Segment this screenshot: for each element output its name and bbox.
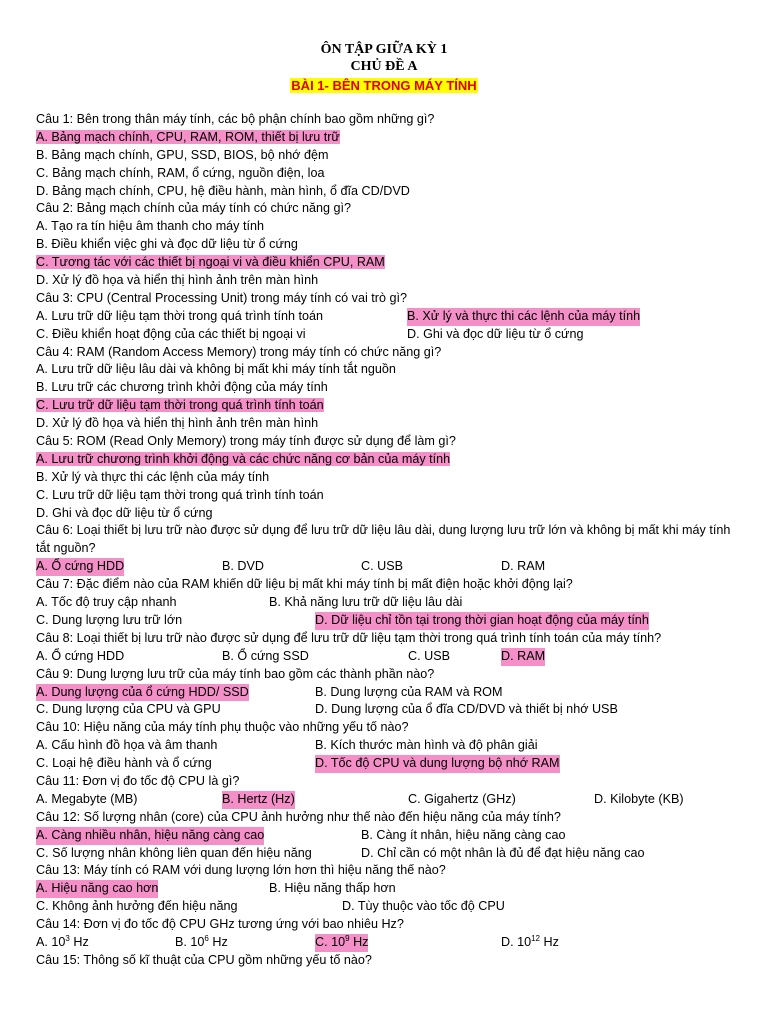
q9-answer-highlight: A. Dung lượng của ổ cứng HDD/ SSD xyxy=(36,684,249,702)
q4-option-b: B. Lưu trữ các chương trình khởi động của máy tính xyxy=(36,380,328,395)
q6-row xyxy=(36,558,736,576)
q9-row-2 xyxy=(36,701,736,719)
q3-option-d: D. Ghi và đọc dữ liệu từ ổ cứng xyxy=(407,326,584,341)
question-15: Câu 15: Thông số kĩ thuật của CPU gồm những yếu tố nào? xyxy=(36,952,372,967)
q10-option-b: B. Kích thước màn hình và độ phân giải xyxy=(315,738,538,753)
q4-option-a: A. Lưu trữ dữ liệu lâu dài và không bị mất khi máy tính tắt nguồn xyxy=(36,362,396,377)
q10-option-c: C. Loại hệ điều hành và ổ cứng xyxy=(36,756,212,771)
q12-row-1 xyxy=(36,827,736,845)
q2-answer-highlight: C. Tương tác với các thiết bị ngoại vi và điều khiển CPU, RAM xyxy=(36,255,385,270)
q8-option-b: B. Ổ cứng SSD xyxy=(222,648,309,663)
q5-option-c: C. Lưu trữ dữ liệu tạm thời trong quá trình tính toán xyxy=(36,487,324,502)
q11-answer-highlight: B. Hertz (Hz) xyxy=(222,791,295,809)
question-7: Câu 7: Đặc điểm nào của RAM khiến dữ liệu bị mất khi máy tính bị mất điện hoặc khởi động lại? xyxy=(36,577,573,592)
q14-row xyxy=(36,934,736,952)
question-10: Câu 10: Hiệu năng của máy tính phụ thuộc vào những yếu tố nào? xyxy=(36,720,409,735)
question-6: Câu 6: Loại thiết bị lưu trữ nào được sử dụng để lưu trữ dữ liệu lâu dài, dung lượng lưu trữ lớn và không bị mất khi máy tính tắt nguồn? xyxy=(36,523,731,556)
q10-answer-highlight: D. Tốc độ CPU và dung lượng bộ nhớ RAM xyxy=(315,755,560,773)
q2-option-a: A. Tạo ra tín hiệu âm thanh cho máy tính xyxy=(36,219,264,234)
q12-option-d: D. Chỉ cần có một nhân là đủ để đạt hiệu năng cao xyxy=(361,845,645,860)
question-2: Câu 2: Bảng mạch chính của máy tính có chức năng gì? xyxy=(36,201,352,216)
q11-option-c: C. Gigahertz (GHz) xyxy=(408,791,516,806)
q7-answer-highlight: D. Dữ liệu chỉ tồn tại trong thời gian hoạt động của máy tính xyxy=(315,612,649,630)
q5-option-d: D. Ghi và đọc dữ liệu từ ổ cứng xyxy=(36,505,213,520)
q8-option-a: A. Ổ cứng HDD xyxy=(36,648,125,663)
q5-option-b: B. Xử lý và thực thi các lệnh của máy tính xyxy=(36,469,270,484)
q4-option-d: D. Xử lý đồ họa và hiển thị hình ảnh trên màn hình xyxy=(36,416,319,431)
q6-option-d: D. RAM xyxy=(501,559,546,574)
question-9: Câu 9: Dung lượng lưu trữ của máy tính bao gồm các thành phần nào? xyxy=(36,666,435,681)
q8-answer-highlight: D. RAM xyxy=(501,648,545,666)
q2-option-b: B. Điều khiển việc ghi và đọc dữ liệu từ ổ cứng xyxy=(36,237,298,252)
q5-answer-highlight: A. Lưu trữ chương trình khởi động và các chức năng cơ bản của máy tính xyxy=(36,451,451,466)
question-14: Câu 14: Đơn vị đo tốc độ CPU GHz tương ứng với bao nhiêu Hz? xyxy=(36,917,404,932)
q14-option-d: D. $10^{12}$ Hz xyxy=(501,933,559,950)
q4-option-c xyxy=(36,397,736,415)
q7-row-1 xyxy=(36,594,736,612)
q3-option-a: A. Lưu trữ dữ liệu tạm thời trong quá trình tính toán xyxy=(36,308,323,323)
q11-option-d: D. Kilobyte (KB) xyxy=(594,791,684,806)
q9-row-1 xyxy=(36,684,736,702)
question-11: Câu 11: Đơn vị đo tốc độ CPU là gì? xyxy=(36,774,240,788)
q1-option-c: C. Bảng mạch chính, RAM, ổ cứng, nguồn điện, loa xyxy=(36,165,325,180)
q13-option-b: B. Hiệu năng thấp hơn xyxy=(269,881,396,896)
q10-row-2 xyxy=(36,755,736,773)
q1-answer-highlight: A. Bảng mạch chính, CPU, RAM, ROM, thiết bị lưu trữ xyxy=(36,129,340,144)
q12-option-b: B. Càng ít nhân, hiệu năng càng cao xyxy=(361,827,566,842)
q2-option-d: D. Xử lý đồ họa và hiển thị hình ảnh trên màn hình xyxy=(36,273,319,288)
q8-row xyxy=(36,648,736,666)
q1-option-a xyxy=(36,129,736,147)
lesson-title-wrap xyxy=(0,78,768,93)
q14-option-a: A. $10^3$ Hz xyxy=(36,933,89,950)
q7-row-2 xyxy=(36,612,736,630)
q13-option-d: D. Tùy thuộc vào tốc độ CPU xyxy=(342,899,505,914)
q2-option-c xyxy=(36,254,736,272)
q10-option-a: A. Cấu hình đồ họa và âm thanh xyxy=(36,738,218,753)
q11-row xyxy=(36,791,736,809)
lesson-title: BÀI 1- BÊN TRONG MÁY TÍNH xyxy=(291,78,477,93)
q3-answer-highlight: B. Xử lý và thực thi các lệnh của máy tính xyxy=(407,308,640,326)
q14-option-b: B. $10^6$ Hz xyxy=(175,933,228,950)
q4-answer-highlight: C. Lưu trữ dữ liệu tạm thời trong quá trình tính toán xyxy=(36,398,324,413)
q7-option-b: B. Khả năng lưu trữ dữ liệu lâu dài xyxy=(269,595,463,610)
document-title: ÔN TẬP GIỮA KỲ 1 xyxy=(320,42,448,57)
document-subtitle: CHỦ ĐỀ A xyxy=(350,59,418,74)
question-13: Câu 13: Máy tính có RAM với dung lượng lớn hơn thì hiệu năng thế nào? xyxy=(36,863,446,878)
q6-option-b: B. DVD xyxy=(222,559,264,574)
question-5: Câu 5: ROM (Read Only Memory) trong máy tính được sử dụng để làm gì? xyxy=(36,434,456,449)
q5-option-a xyxy=(36,451,736,469)
q12-answer-highlight: A. Càng nhiều nhân, hiệu năng càng cao xyxy=(36,827,264,845)
q13-answer-highlight: A. Hiệu năng cao hơn xyxy=(36,880,158,898)
q7-option-c: C. Dung lượng lưu trữ lớn xyxy=(36,612,183,627)
question-8: Câu 8: Loại thiết bị lưu trữ nào được sử dụng để lưu trữ dữ liệu tạm thời trong quá trình tính toán của máy tính? xyxy=(36,630,662,645)
q10-row-1 xyxy=(36,737,736,755)
q6-answer-highlight: A. Ổ cứng HDD xyxy=(36,558,124,576)
q3-row-1 xyxy=(36,308,736,326)
q13-row-2 xyxy=(36,898,736,916)
q1-option-b: B. Bảng mạch chính, GPU, SSD, BIOS, bộ nhớ đệm xyxy=(36,147,329,162)
q9-option-b: B. Dung lượng của RAM và ROM xyxy=(315,684,503,699)
q7-option-a: A. Tốc độ truy cập nhanh xyxy=(36,595,177,610)
q12-row-2 xyxy=(36,845,736,863)
question-12: Câu 12: Số lượng nhân (core) của CPU ảnh hưởng như thế nào đến hiệu năng của máy tính? xyxy=(36,809,561,824)
question-1: Câu 1: Bên trong thân máy tính, các bộ phận chính bao gồm những gì? xyxy=(36,112,435,126)
q8-option-c: C. USB xyxy=(408,648,450,663)
question-4: Câu 4: RAM (Random Access Memory) trong máy tính có chức năng gì? xyxy=(36,344,442,359)
q3-row-2 xyxy=(36,326,736,344)
q13-row-1 xyxy=(36,880,736,898)
q12-option-c: C. Số lượng nhân không liên quan đến hiệu năng xyxy=(36,845,312,860)
q3-option-c: C. Điều khiển hoạt động của các thiết bị ngoại vi xyxy=(36,326,306,341)
q9-option-d: D. Dung lượng của ổ đĩa CD/DVD và thiết bị nhớ USB xyxy=(315,702,618,717)
q9-option-c: C. Dung lượng của CPU và GPU xyxy=(36,702,221,717)
question-3: Câu 3: CPU (Central Processing Unit) trong máy tính có vai trò gì? xyxy=(36,290,407,305)
q6-option-c: C. USB xyxy=(361,559,403,574)
q14-answer-highlight: C. $10^9$ Hz xyxy=(315,934,368,952)
question-list xyxy=(36,111,736,970)
q1-option-d: D. Bảng mạch chính, CPU, hệ điều hành, màn hình, ổ đĩa CD/DVD xyxy=(36,183,410,198)
q11-option-a: A. Megabyte (MB) xyxy=(36,791,138,806)
q13-option-c: C. Không ảnh hưởng đến hiệu năng xyxy=(36,899,238,914)
